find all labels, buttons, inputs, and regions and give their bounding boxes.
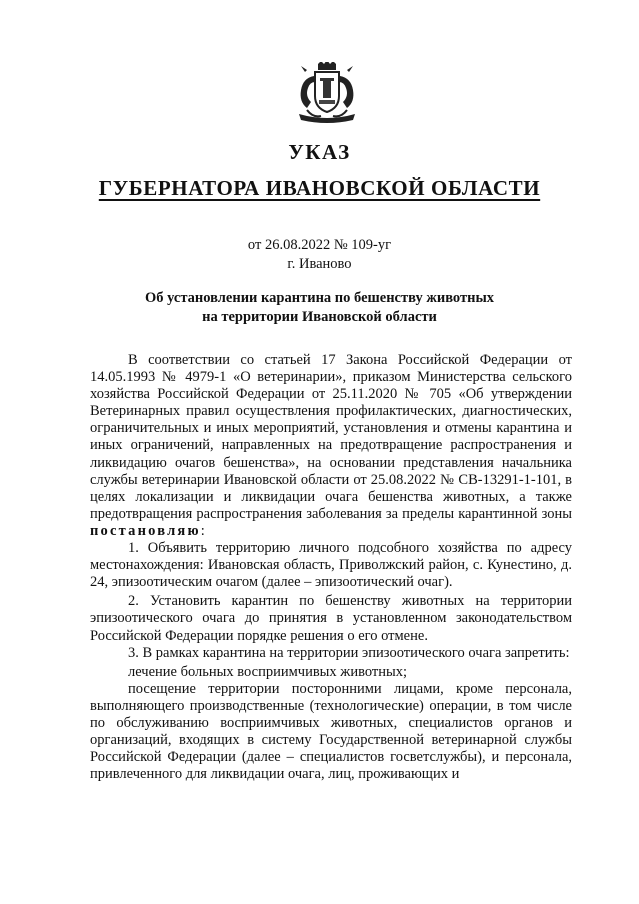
document-type-title: УКАЗ bbox=[288, 140, 351, 164]
decree-keyword-tail: : bbox=[200, 522, 205, 539]
preamble-text: В соответствии со статьей 17 Закона Российской Федерации от 14.05.1993 № 4979-1 «О ветеринарии», приказом Министерства сельского хозяйства Российской Федерации от 25.11.2020 № 705 «Об утверждении Ветеринарных правил осуществления профилактических, диагностических, ограничительных и иных мероприятий, установления и отмены карантина и иных ограничений, направленных на предотвращение распространения и ликвидацию очагов бешенства», на основании представления начальника службы ветеринарии Ивановской области от 25.08.2022 № СВ-13291-1-101, в целях локализации и ликвидации очага бешенства животных, а также предотвращения распространения заболевания за пределы карантинной зоны bbox=[90, 352, 572, 522]
preamble-paragraph bbox=[90, 352, 572, 540]
item-2-paragraph: 2. Установить карантин по бешенству животных на территории эпизоотического очага до принятия в установленном законодательством Российской Федерации порядке решения о его отмене. bbox=[90, 593, 572, 644]
item-1-paragraph: 1. Объявить территорию личного подсобного хозяйства по адресу местонахождения: Ивановская область, Приволжский район, с. Кунестино, д. 24, эпизоотическим очагом (далее – эпизоотический очаг). bbox=[90, 540, 572, 591]
decree-city: г. Иваново bbox=[287, 256, 352, 272]
item-3a-paragraph: лечение больных восприимчивых животных; bbox=[128, 663, 407, 680]
ivanovo-coat-of-arms-icon bbox=[293, 62, 361, 126]
decree-subject-line1: Об установлении карантина по бешенству животных bbox=[144, 290, 495, 306]
item-3-paragraph: 3. В рамках карантина на территории эпизоотического очага запретить: bbox=[128, 644, 570, 661]
item-3b-paragraph: посещение территории посторонними лицами, кроме персонала, выполняющего производственные (технологические) операции, в том числе по обслуживанию восприимчивых животных, специалистов органов и организаций, входящих в систему Государственной ветеринарной службы Российской Федерации (далее – специалистов госветслужбы), и персонала, привлеченного для ликвидации очага, лиц, проживающих и bbox=[90, 680, 572, 783]
decree-subject-line2: на территории Ивановской области bbox=[202, 309, 437, 325]
decree-date-number: от 26.08.2022 № 109-уг bbox=[247, 237, 392, 253]
decree-keyword: постановляю bbox=[90, 522, 201, 539]
decree-body bbox=[90, 352, 572, 783]
issuer-title: ГУБЕРНАТОРА ИВАНОВСКОЙ ОБЛАСТИ bbox=[98, 176, 541, 200]
